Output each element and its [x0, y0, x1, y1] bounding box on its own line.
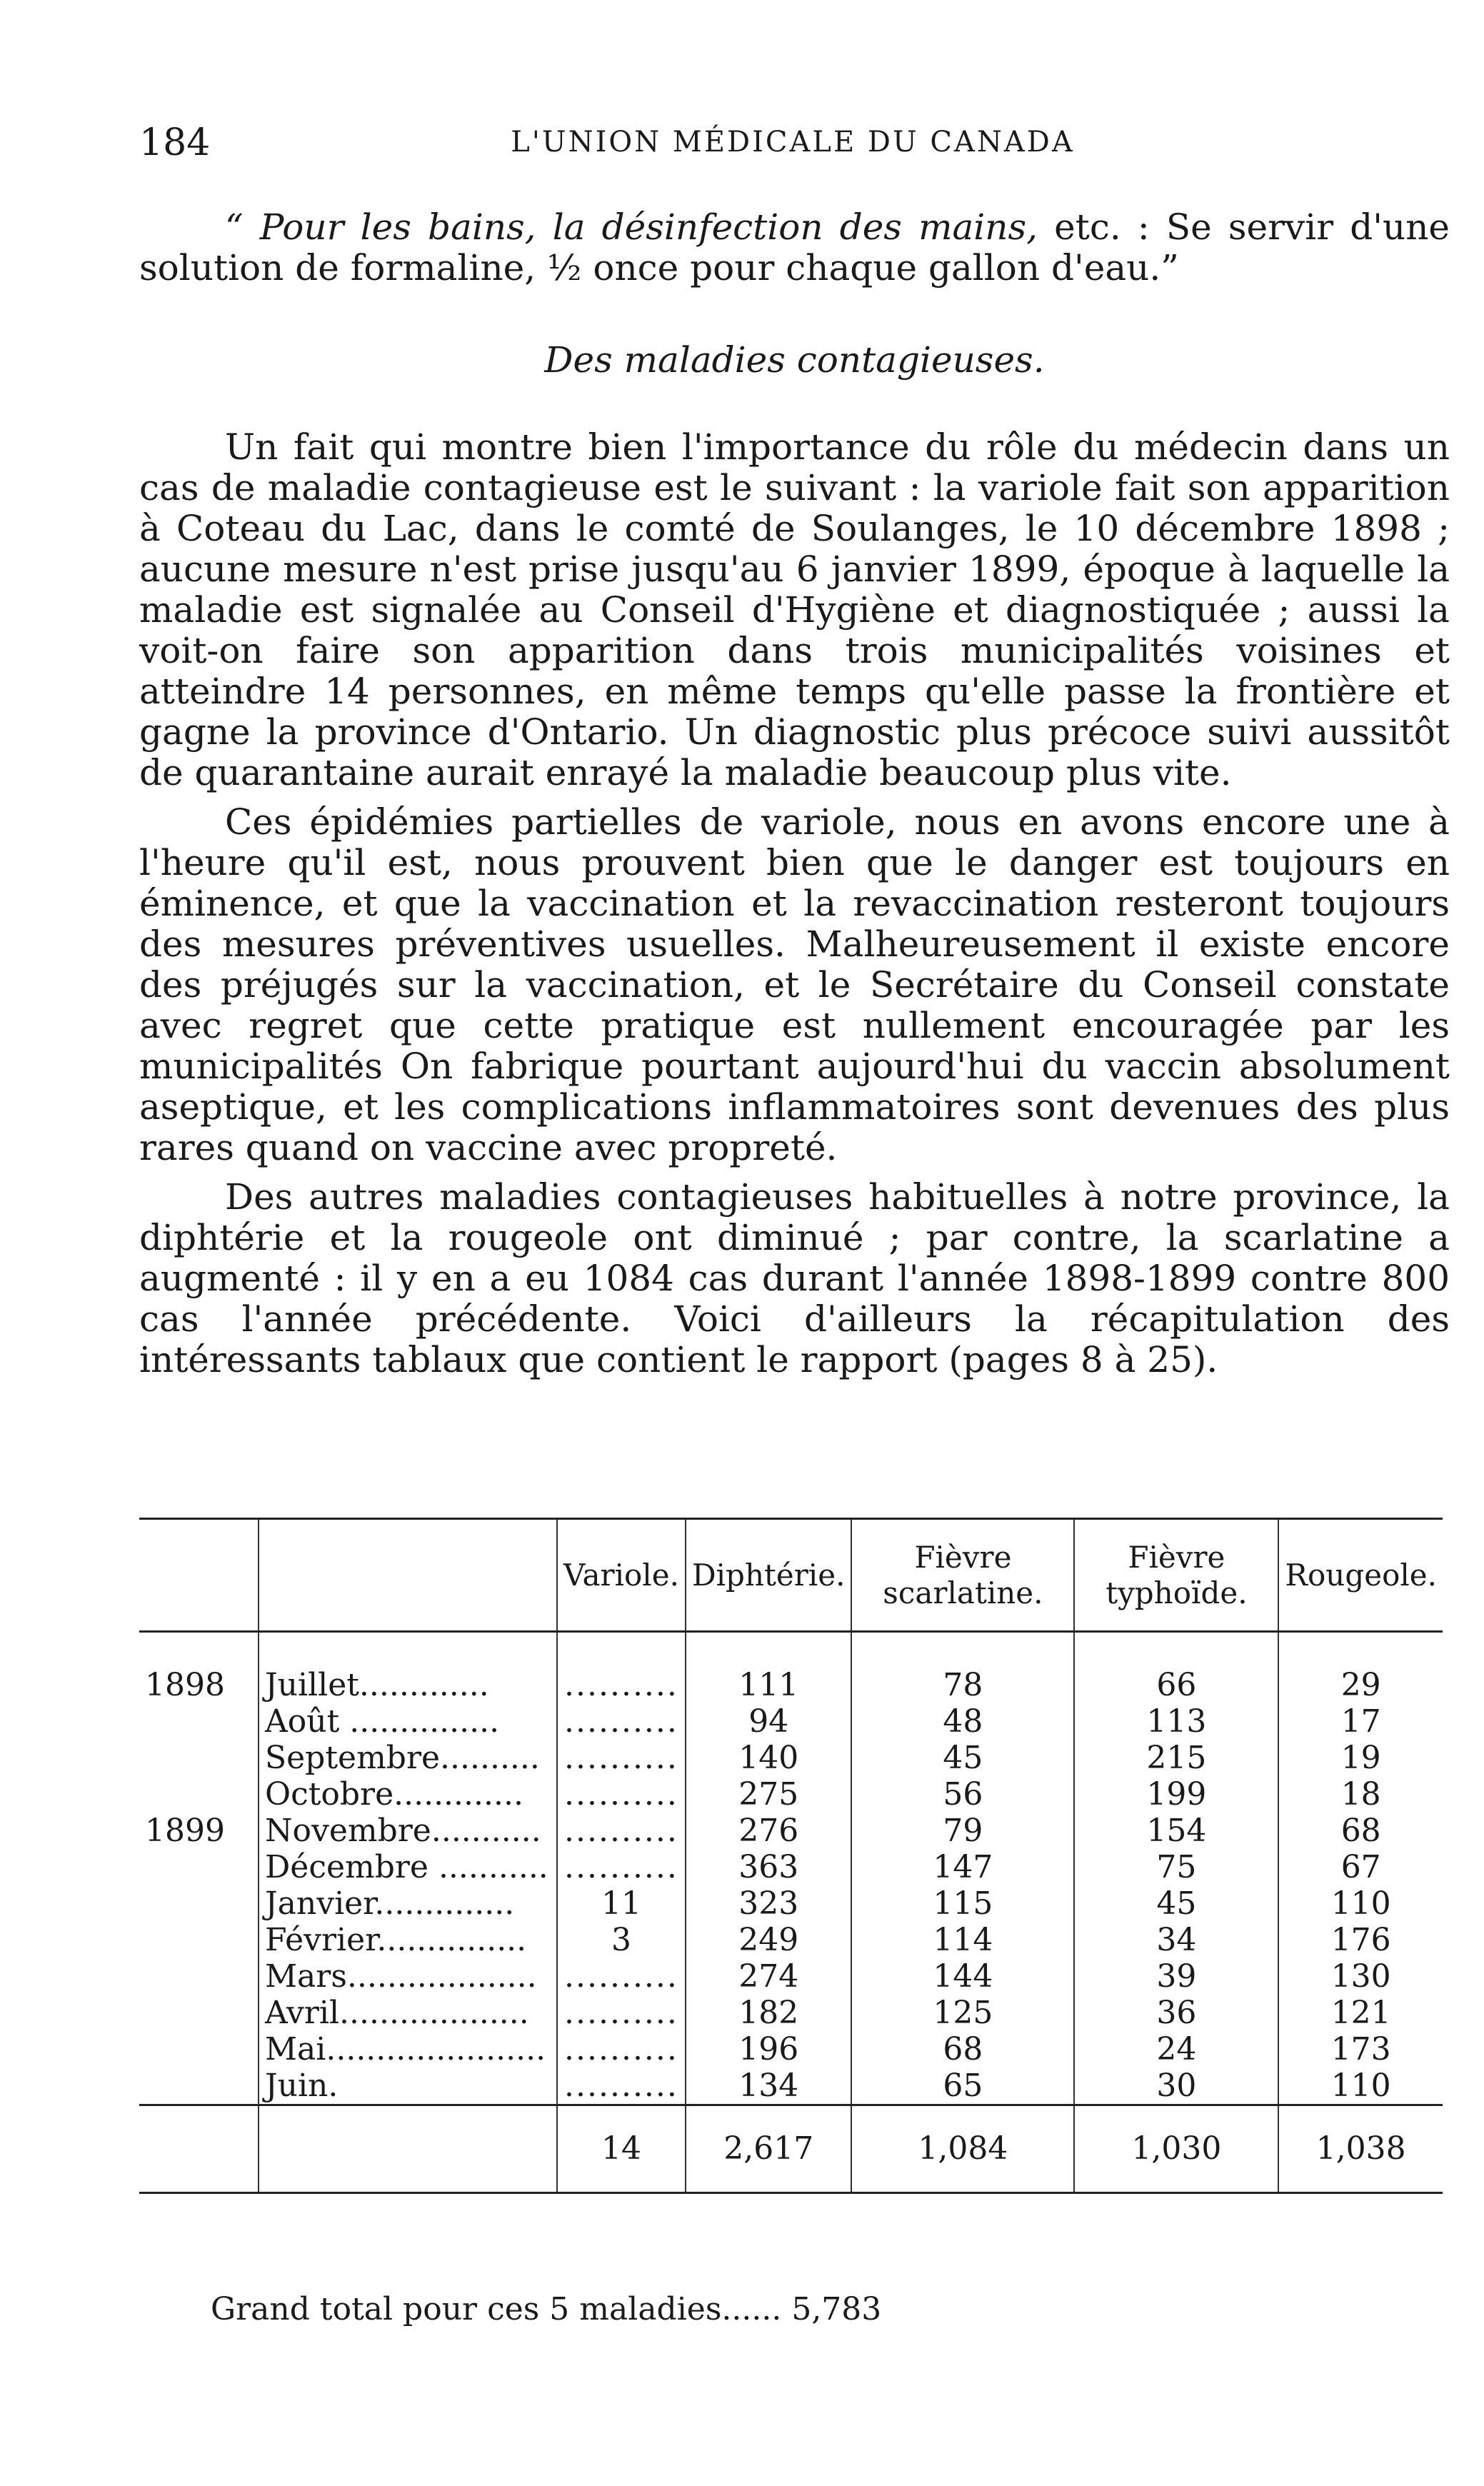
scarlatine-cell: 79 — [851, 1813, 1074, 1849]
totals-row — [139, 2105, 1443, 2193]
paragraph: Un fait qui montre bien l'importance du rôle du médecin dans un cas de maladie contagieuse est le suivant : la variole fait son apparition à Coteau du Lac, dans le comté de Soulanges, le 10 décembre 1898 ; aucune mesure n'est prise jusqu'au 6 janvier 1899, époque à laquelle la maladie est signalée au Conseil d'Hygiène et diagnostiquée ; aussi la voit-on faire son apparition dans trois municipalités voisines et atteindre 14 personnes, en même temps qu'elle passe la frontière et gagne la province d'Ontario. Un diagnostic plus précoce suivi aussitôt de quarantaine aurait enrayé la maladie beaucoup plus vite. — [139, 426, 1450, 793]
scarlatine-cell: 147 — [851, 1849, 1074, 1885]
year-cell — [139, 1958, 259, 1995]
typhoide-cell: 30 — [1074, 2068, 1278, 2105]
table-row — [139, 1632, 1443, 1704]
diphterie-cell: 196 — [686, 2031, 852, 2068]
typhoide-cell: 215 — [1074, 1740, 1278, 1776]
typhoide-cell: 34 — [1074, 1922, 1278, 1958]
typhoide-cell: 39 — [1074, 1958, 1278, 1995]
diphterie-cell: 249 — [686, 1922, 852, 1958]
total-typhoide: 1,030 — [1074, 2105, 1278, 2193]
grand-total — [211, 2291, 881, 2327]
variole-cell: .......... — [557, 1958, 686, 1995]
header-variole: Variole. — [557, 1519, 686, 1632]
paragraph: Ces épidémies partielles de variole, nous en avons encore une à l'heure qu'il est, nous prouvent bien que le danger est toujours en éminence, et que la vaccination et la revaccination resteront toujours des mesures préventives usuelles. Malheureusement il existe encore des préjugés sur la vaccination, et le Secrétaire du Conseil constate avec regret que cette pratique est nullement encouragée par les municipalités On fabrique pourtant aujourd'hui du vaccin absolument aseptique, et les complications inflammatoires sont devenues des plus rares quand on vaccine avec propreté. — [139, 801, 1450, 1168]
grand-total-label: Grand total pour ces 5 maladies...... — [211, 2291, 782, 2327]
year-header — [139, 1519, 259, 1632]
header-scarlatine: Fièvre scarlatine. — [851, 1519, 1074, 1632]
variole-cell: .......... — [557, 1740, 686, 1776]
table-row — [139, 1885, 1443, 1922]
year-cell — [139, 1776, 259, 1813]
month-cell: Avril................... — [259, 1995, 557, 2031]
table-row — [139, 2068, 1443, 2105]
diphterie-cell: 140 — [686, 1740, 852, 1776]
total-diphterie: 2,617 — [686, 2105, 852, 2193]
rougeole-cell: 68 — [1278, 1813, 1443, 1849]
rougeole-cell: 121 — [1278, 1995, 1443, 2031]
grand-total-value: 5,783 — [791, 2291, 882, 2327]
variole-cell: .......... — [557, 1632, 686, 1704]
month-cell: Juillet............. — [259, 1632, 557, 1704]
table-row — [139, 1995, 1443, 2031]
table-row — [139, 1849, 1443, 1885]
month-cell: Juin. — [259, 2068, 557, 2105]
variole-cell: 11 — [557, 1885, 686, 1922]
typhoide-cell: 154 — [1074, 1813, 1278, 1849]
running-title: L'UNION MÉDICALE DU CANADA — [511, 126, 1075, 159]
typhoide-cell: 113 — [1074, 1703, 1278, 1740]
variole-cell: .......... — [557, 1776, 686, 1813]
diphterie-cell: 323 — [686, 1885, 852, 1922]
diphterie-cell: 94 — [686, 1703, 852, 1740]
typhoide-cell: 36 — [1074, 1995, 1278, 2031]
table-row — [139, 2031, 1443, 2068]
month-cell: Mai...................... — [259, 2031, 557, 2068]
diphterie-cell: 182 — [686, 1995, 852, 2031]
diphterie-cell: 274 — [686, 1958, 852, 1995]
year-cell — [139, 2031, 259, 2068]
body-text — [139, 427, 1450, 1389]
variole-cell: .......... — [557, 2031, 686, 2068]
scarlatine-cell: 114 — [851, 1922, 1074, 1958]
table-header-row — [139, 1519, 1443, 1632]
year-cell — [139, 1922, 259, 1958]
total-rougeole: 1,038 — [1278, 2105, 1443, 2193]
scarlatine-cell: 68 — [851, 2031, 1074, 2068]
scarlatine-cell: 65 — [851, 2068, 1074, 2105]
diphterie-cell: 276 — [686, 1813, 852, 1849]
month-cell: Décembre ........... — [259, 1849, 557, 1885]
month-cell: Octobre............. — [259, 1776, 557, 1813]
rougeole-cell: 67 — [1278, 1849, 1443, 1885]
scarlatine-cell: 48 — [851, 1703, 1074, 1740]
quote-rest: etc. : Se servir d'une solution de formaline, ½ once pour chaque gallon d'eau.” — [139, 206, 1450, 289]
month-cell: Février............... — [259, 1922, 557, 1958]
table-row — [139, 1813, 1443, 1849]
diphterie-cell: 134 — [686, 2068, 852, 2105]
month-cell: Août ............... — [259, 1703, 557, 1740]
table-row — [139, 1740, 1443, 1776]
variole-cell: .......... — [557, 1703, 686, 1740]
rougeole-cell: 29 — [1278, 1632, 1443, 1704]
typhoide-cell: 75 — [1074, 1849, 1278, 1885]
month-cell: Janvier.............. — [259, 1885, 557, 1922]
month-cell: Septembre.......... — [259, 1740, 557, 1776]
page-number: 184 — [139, 121, 211, 164]
variole-cell: .......... — [557, 1995, 686, 2031]
year-cell: 1898 — [145, 1667, 225, 1703]
scarlatine-cell: 78 — [851, 1632, 1074, 1704]
variole-cell: .......... — [557, 1813, 686, 1849]
diphterie-cell: 363 — [686, 1849, 852, 1885]
quote-italic: “ Pour les bains, la désinfection des mains, — [225, 206, 1038, 248]
header-diphterie: Diphtérie. — [686, 1519, 852, 1632]
year-cell — [139, 2068, 259, 2105]
variole-cell: 3 — [557, 1922, 686, 1958]
year-cell — [139, 1995, 259, 2031]
variole-cell: .......... — [557, 2068, 686, 2105]
year-cell — [139, 1849, 259, 1885]
diphterie-cell: 275 — [686, 1776, 852, 1813]
typhoide-cell: 45 — [1074, 1885, 1278, 1922]
section-title: Des maladies contagieuses. — [544, 339, 1045, 381]
rougeole-cell: 130 — [1278, 1958, 1443, 1995]
rougeole-cell: 110 — [1278, 2068, 1443, 2105]
rougeole-cell: 173 — [1278, 2031, 1443, 2068]
header-typhoide: Fièvre typhoïde. — [1074, 1519, 1278, 1632]
table-row — [139, 1776, 1443, 1813]
scarlatine-cell: 56 — [851, 1776, 1074, 1813]
rougeole-cell: 19 — [1278, 1740, 1443, 1776]
disease-table — [139, 1518, 1443, 2194]
rougeole-cell: 110 — [1278, 1885, 1443, 1922]
scarlatine-cell: 45 — [851, 1740, 1074, 1776]
table-row — [139, 1922, 1443, 1958]
year-cell — [139, 1740, 259, 1776]
typhoide-cell: 24 — [1074, 2031, 1278, 2068]
year-cell — [139, 1703, 259, 1740]
scarlatine-cell: 115 — [851, 1885, 1074, 1922]
scarlatine-cell: 125 — [851, 1995, 1074, 2031]
month-cell: Mars................... — [259, 1958, 557, 1995]
rougeole-cell: 176 — [1278, 1922, 1443, 1958]
month-header — [259, 1519, 557, 1632]
diphterie-cell: 111 — [686, 1632, 852, 1704]
typhoide-cell: 199 — [1074, 1776, 1278, 1813]
scarlatine-cell: 144 — [851, 1958, 1074, 1995]
total-variole: 14 — [557, 2105, 686, 2193]
rougeole-cell: 18 — [1278, 1776, 1443, 1813]
table-row — [139, 1958, 1443, 1995]
variole-cell: .......... — [557, 1849, 686, 1885]
typhoide-cell: 66 — [1074, 1632, 1278, 1704]
page-header — [139, 121, 1446, 171]
header-rougeole: Rougeole. — [1278, 1519, 1443, 1632]
year-cell: 1899 — [145, 1813, 225, 1849]
table-row — [139, 1703, 1443, 1740]
paragraph: Des autres maladies contagieuses habituelles à notre province, la diphtérie et la rougeole ont diminué ; par contre, la scarlatine a augmenté : il y en a eu 1084 cas durant l'année 1898-1899 contre 800 cas l'année précédente. Voici d'ailleurs la récapitulation des intéressants tablaux que contient le rapport (pages 8 à 25). — [139, 1176, 1450, 1380]
quote-paragraph — [139, 207, 1450, 289]
year-cell — [139, 1885, 259, 1922]
total-scarlatine: 1,084 — [851, 2105, 1074, 2193]
rougeole-cell: 17 — [1278, 1703, 1443, 1740]
month-cell: Novembre........... — [259, 1813, 557, 1849]
